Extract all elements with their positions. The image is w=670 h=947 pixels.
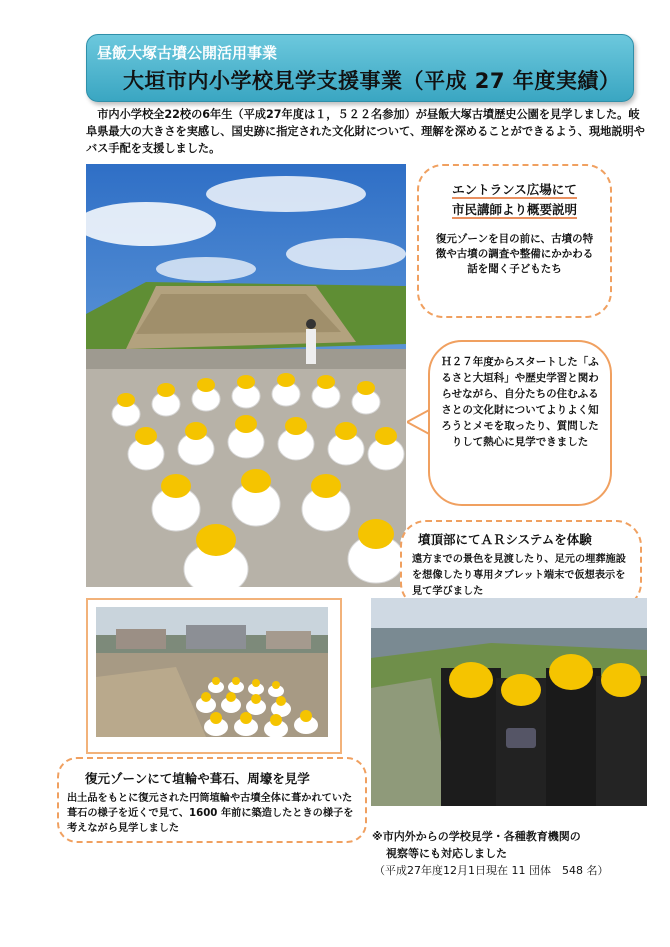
callout-restore-body: 出土品をもとに復元された円筒埴輪や古墳全体に葺かれていた葺石の様子を近くで見て、1600 年前に築造したときの様子を考えながら見学しました [67, 793, 354, 834]
banner-title: 大垣市内小学校見学支援事業（平成 27 年度実績） [123, 69, 621, 93]
callout-restoration-zone [57, 757, 367, 843]
speech-bubble-body: Ｈ２７年度からスタートした「ふるさと大垣科」や歴史学習と関わらせながら、自分たちの住むふるさとの文化財についてよりよく知ろうとメモを取ったり、質問したりして熱心に見学できました [441, 356, 599, 448]
callout-entrance-body: 復元ゾーンを目の前に、古墳の特徴や古墳の調査や整備にかかわる話を聞く子どもたち [435, 233, 594, 275]
main-photo-students-at-tumulus [86, 164, 406, 587]
callout-restore-heading: 復元ゾーンにて埴輪や葺石、周壕を見学 [85, 771, 310, 786]
banner-subtitle: 昼飯大塚古墳公開活用事業 [97, 44, 278, 62]
callout-ar-system [400, 520, 642, 609]
callout-ar-heading: 墳頂部にてＡＲシステムを体験 [418, 532, 592, 547]
footnote [372, 828, 608, 879]
callout-ar-body: 遠方までの景色を見渡したり、足元の埋葬施設を想像したり専用タブレット端末で仮想表示を見て学びました [412, 554, 626, 597]
title-banner [86, 34, 634, 102]
callout-entrance-plaza [417, 164, 612, 318]
intro-paragraph: 市内小学校全22校の6年生（平成27年度は１，５２２名参加）が昼飯大塚古墳歴史公園を見学しました。岐阜県最大の大きさを実感し、国史跡に指定された文化財について、理解を深めることができるよう、現地説明やバス手配を支援しました。 [86, 108, 645, 155]
ar-tablet-photo [371, 598, 647, 806]
callout-entrance-heading-2: 市民講師より概要説明 [451, 202, 577, 217]
footnote-line-3: （平成27年度12月1日現在 11 団体 548 名） [374, 864, 609, 877]
footnote-line-1: ※市内外からの学校見学・各種教育機関の [372, 830, 581, 843]
callout-entrance-heading-1: エントランス広場にて [452, 182, 577, 197]
footnote-line-2: 視察等にも対応しました [386, 847, 507, 860]
restoration-zone-photo [96, 607, 328, 737]
speech-bubble-learning [428, 340, 612, 506]
